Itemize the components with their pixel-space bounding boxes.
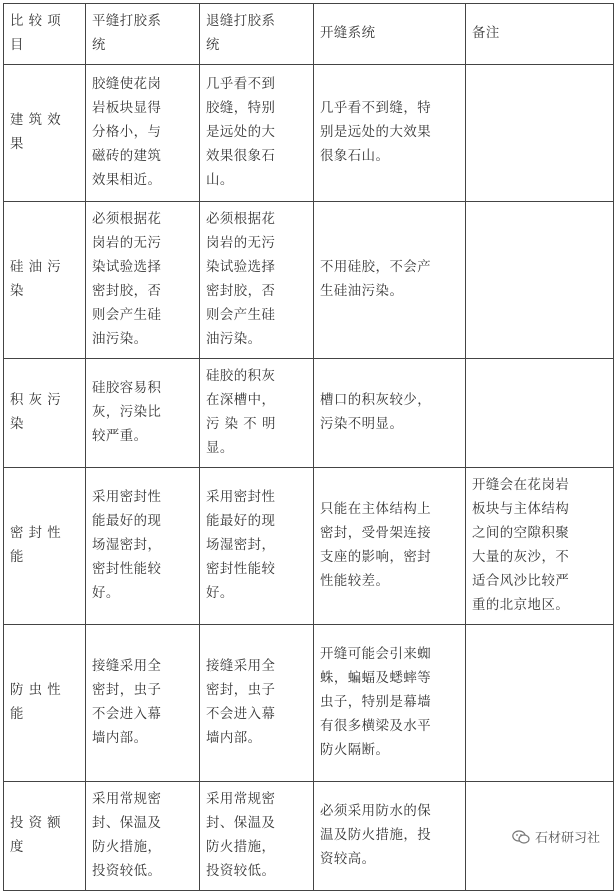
table-cell — [466, 202, 614, 359]
row-label-architectural-effect: 建 筑 效 果 — [4, 65, 86, 202]
table-row — [4, 468, 614, 625]
table-cell: 胶缝使花岗 岩板块显得 分格小，与 磁砖的建筑 效果相近。 — [86, 65, 200, 202]
table-cell — [466, 65, 614, 202]
row-label-investment: 投 资 额 度 — [4, 782, 86, 891]
table-cell: 不用硅胶，不会产 生硅油污染。 — [314, 202, 466, 359]
table-cell: 硅胶的积灰 在深槽中， 污 染 不 明 显。 — [200, 359, 314, 468]
table-cell: 接缝采用全 密封，虫子 不会进入幕 墙内部。 — [86, 625, 200, 782]
table-cell: 硅胶容易积 灰，污染比 较严重。 — [86, 359, 200, 468]
table-cell: 槽口的积灰较少， 污染不明显。 — [314, 359, 466, 468]
table-row — [4, 359, 614, 468]
table-cell — [466, 359, 614, 468]
comparison-table — [3, 3, 614, 891]
row-label-silicone-stain: 硅 油 污 染 — [4, 202, 86, 359]
header-cell-flush-joint: 平缝打胶系 统 — [86, 4, 200, 65]
header-cell-item: 比 较 项 目 — [4, 4, 86, 65]
table-row — [4, 625, 614, 782]
table-row — [4, 65, 614, 202]
row-label-sealing-performance: 密 封 性 能 — [4, 468, 86, 625]
table-header-row — [4, 4, 614, 65]
table-cell: 必须采用防水的保 温及防火措施，投 资较高。 — [314, 782, 466, 891]
table-cell: 必须根据花 岗岩的无污 染试验选择 密封胶，否 则会产生硅 油污染。 — [86, 202, 200, 359]
table-cell: 几乎看不到 胶缝，特别 是远处的大 效果很象石 山。 — [200, 65, 314, 202]
header-cell-recessed-joint: 退缝打胶系 统 — [200, 4, 314, 65]
table-cell-remark: 开缝会在花岗岩 板块与主体结构 之间的空隙积聚 大量的灰沙，不 适合风沙比较严 重的北京地区。 — [466, 468, 614, 625]
table-cell: 采用常规密 封、保温及 防火措施， 投资较低。 — [86, 782, 200, 891]
table-cell: 只能在主体结构上 密封，受骨架连接 支座的影响，密封 性能较差。 — [314, 468, 466, 625]
table-cell: 几乎看不到缝，特 别是远处的大效果 很象石山。 — [314, 65, 466, 202]
table-cell: 接缝采用全 密封，虫子 不会进入幕 墙内部。 — [200, 625, 314, 782]
table-row — [4, 202, 614, 359]
row-label-insect-resistance: 防 虫 性 能 — [4, 625, 86, 782]
table-cell: 必须根据花 岗岩的无污 染试验选择 密封胶，否 则会产生硅 油污染。 — [200, 202, 314, 359]
watermark-text: 石材研习社 — [534, 831, 600, 846]
table-cell: 开缝可能会引来蜘 蛛，蝙蝠及蟋蟀等 虫子，特别是幕墙 有很多横梁及水平 防火隔断。 — [314, 625, 466, 782]
header-cell-remarks: 备注 — [466, 4, 614, 65]
header-cell-open-joint: 开缝系统 — [314, 4, 466, 65]
table-cell: 采用密封性 能最好的现 场湿密封， 密封性能较 好。 — [86, 468, 200, 625]
row-label-dust-stain: 积 灰 污 染 — [4, 359, 86, 468]
wechat-icon — [512, 830, 530, 844]
watermark — [510, 826, 602, 847]
table-cell: 采用密封性 能最好的现 场湿密封， 密封性能较 好。 — [200, 468, 314, 625]
table-cell — [466, 625, 614, 782]
table-cell: 采用常规密 封、保温及 防火措施， 投资较低。 — [200, 782, 314, 891]
